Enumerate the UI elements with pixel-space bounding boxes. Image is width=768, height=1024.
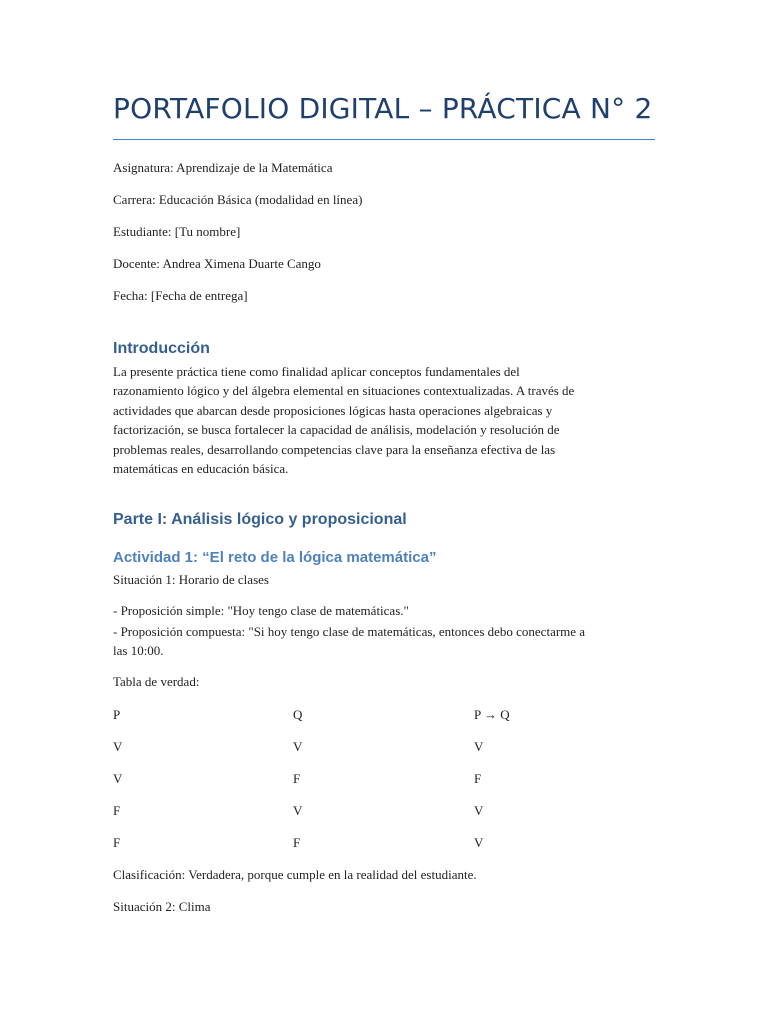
truth-table-cell: V (474, 835, 484, 850)
meta-date: Fecha: [Fecha de entrega] (113, 288, 248, 303)
intro-paragraph (113, 362, 658, 478)
truth-table-label: Tabla de verdad: (113, 674, 200, 689)
classification-text: Clasificación: Verdadera, porque cumple en la realidad del estudiante. (113, 867, 477, 882)
intro-line: factorización, se busca fortalecer la capacidad de análisis, modelación y resolución de (113, 422, 560, 438)
intro-heading: Introducción (113, 340, 210, 357)
truth-table-cell: V (293, 803, 303, 818)
simple-proposition: - Proposición simple: "Hoy tengo clase de matemáticas." (113, 603, 409, 618)
truth-table-cell: V (113, 771, 123, 786)
document-title: PORTAFOLIO DIGITAL – PRÁCTICA N° 2 (113, 92, 653, 125)
truth-table-cell: V (293, 739, 303, 754)
meta-teacher: Docente: Andrea Ximena Duarte Cango (113, 256, 321, 271)
intro-line: La presente práctica tiene como finalidad aplicar conceptos fundamentales del (113, 364, 520, 379)
meta-career: Carrera: Educación Básica (modalidad en línea) (113, 192, 363, 207)
compound-proposition-line1: - Proposición compuesta: "Si hoy tengo clase de matemáticas, entonces debo conectarme a (113, 624, 586, 639)
truth-table-cell: V (474, 803, 484, 818)
truth-table-header-q: Q (293, 707, 303, 722)
truth-table-cell: V (113, 739, 123, 754)
intro-line: actividades que abarcan desde proposiciones lógicas hasta operaciones algebraicas y (113, 402, 553, 418)
part1-heading: Parte I: Análisis lógico y proposicional (113, 511, 407, 528)
truth-table-cell: F (113, 835, 121, 850)
truth-table-cell: F (474, 771, 482, 786)
truth-table-cell: F (293, 771, 301, 786)
title-underline (113, 139, 655, 140)
truth-table-header-implication: P → Q (474, 707, 510, 722)
truth-table-header-p: P (113, 707, 121, 722)
meta-student: Estudiante: [Tu nombre] (113, 224, 241, 239)
truth-table-cell: V (474, 739, 484, 754)
intro-line: matemáticas en educación básica. (113, 461, 289, 477)
intro-line: razonamiento lógico y del álgebra elemental en situaciones contextualizadas. A través de (113, 383, 575, 399)
truth-table-cell: F (113, 803, 121, 818)
situation2-label: Situación 2: Clima (113, 899, 211, 914)
activity1-heading: Actividad 1: “El reto de la lógica matemática” (113, 549, 437, 566)
meta-subject: Asignatura: Aprendizaje de la Matemática (113, 160, 333, 175)
intro-line: problemas reales, desarrollando competencias clave para la enseñanza efectiva de las (113, 441, 556, 457)
situation1-label: Situación 1: Horario de clases (113, 572, 269, 587)
truth-table-cell: F (293, 835, 301, 850)
compound-proposition-line2: las 10:00. (113, 643, 164, 658)
